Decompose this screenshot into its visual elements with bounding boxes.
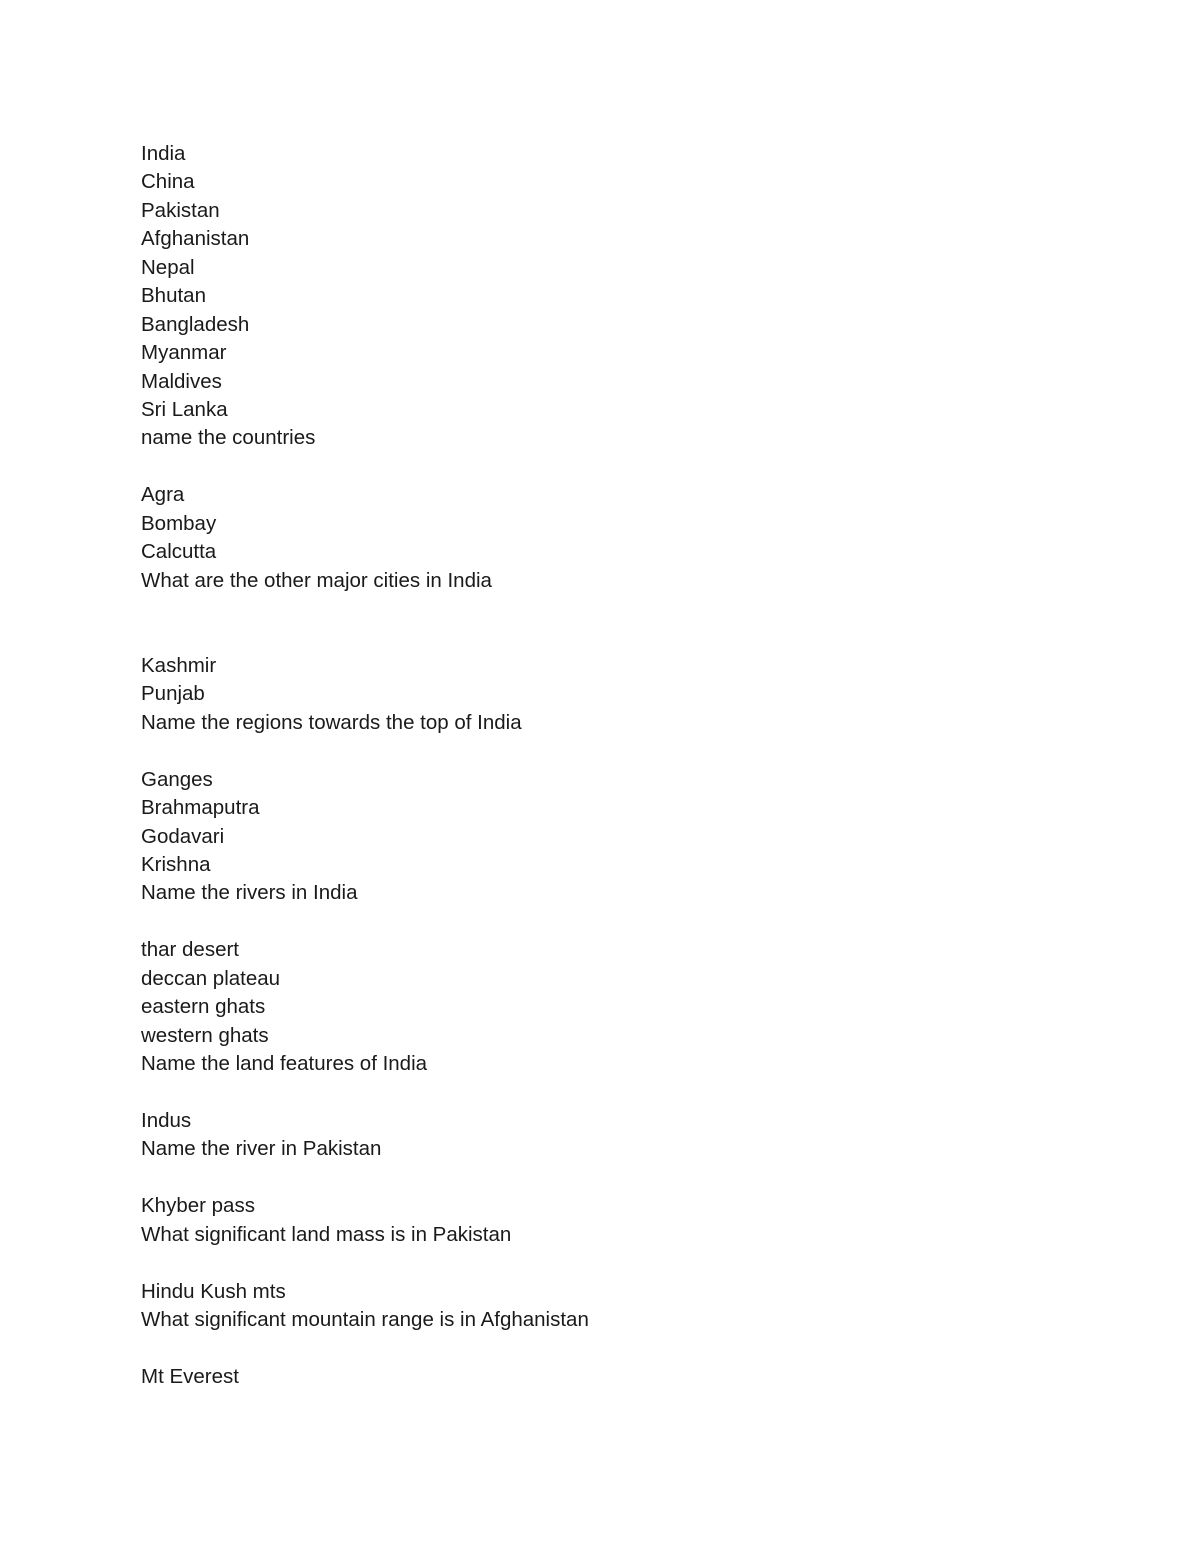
flashcard-group-land-mass-pakistan	[141, 1192, 1141, 1249]
answer-line: Maldives	[141, 369, 222, 393]
answer-line: Brahmaputra	[141, 796, 260, 820]
question-line: Name the rivers in India	[141, 881, 358, 905]
answer-line: deccan plateau	[141, 966, 281, 990]
answer-line: Bhutan	[141, 284, 206, 308]
flashcard-group-land-features	[141, 936, 1141, 1078]
question-line: What significant mountain range is in Afghanistan	[141, 1307, 589, 1331]
document-body	[141, 140, 1141, 1391]
answer-line: Mt Everest	[141, 1364, 239, 1388]
answer-line: Hindu Kush mts	[141, 1279, 286, 1303]
question-line: Name the land features of India	[141, 1052, 428, 1076]
answer-line: Godavari	[141, 824, 225, 848]
answer-line: India	[141, 142, 186, 165]
answer-line: Bombay	[141, 511, 217, 535]
answer-line: Indus	[141, 1108, 192, 1132]
flashcard-group-mountains-afghanistan	[141, 1278, 1141, 1335]
answer-line: Agra	[141, 483, 185, 507]
answer-line: Sri Lanka	[141, 397, 228, 421]
flashcard-group-cities	[141, 481, 1141, 595]
answer-line: Kashmir	[141, 653, 217, 677]
answer-line: eastern ghats	[141, 995, 266, 1019]
question-line: Name the regions towards the top of India	[141, 710, 522, 734]
answer-line: Myanmar	[141, 341, 227, 365]
answer-line: Pakistan	[141, 198, 220, 222]
flashcard-group-regions	[141, 652, 1141, 737]
answer-line: Nepal	[141, 255, 195, 279]
answer-line: Afghanistan	[141, 227, 250, 251]
answer-line: Punjab	[141, 682, 205, 706]
flashcard-group-countries	[141, 140, 1141, 453]
answer-line: China	[141, 170, 195, 194]
answer-line: Ganges	[141, 767, 213, 791]
answer-line: western ghats	[141, 1023, 269, 1047]
answer-line: thar desert	[141, 938, 239, 962]
answer-line: Krishna	[141, 852, 211, 876]
flashcard-group-river-pakistan	[141, 1107, 1141, 1164]
answer-line: Khyber pass	[141, 1194, 255, 1218]
question-line: Name the river in Pakistan	[141, 1137, 382, 1161]
answer-line: Calcutta	[141, 540, 217, 564]
question-line: name the countries	[141, 426, 316, 450]
flashcard-group-everest	[141, 1363, 1141, 1391]
question-line: What significant land mass is in Pakistan	[141, 1222, 512, 1246]
answer-line: Bangladesh	[141, 312, 250, 336]
flashcard-group-rivers-india	[141, 766, 1141, 908]
question-line: What are the other major cities in India	[141, 568, 492, 592]
